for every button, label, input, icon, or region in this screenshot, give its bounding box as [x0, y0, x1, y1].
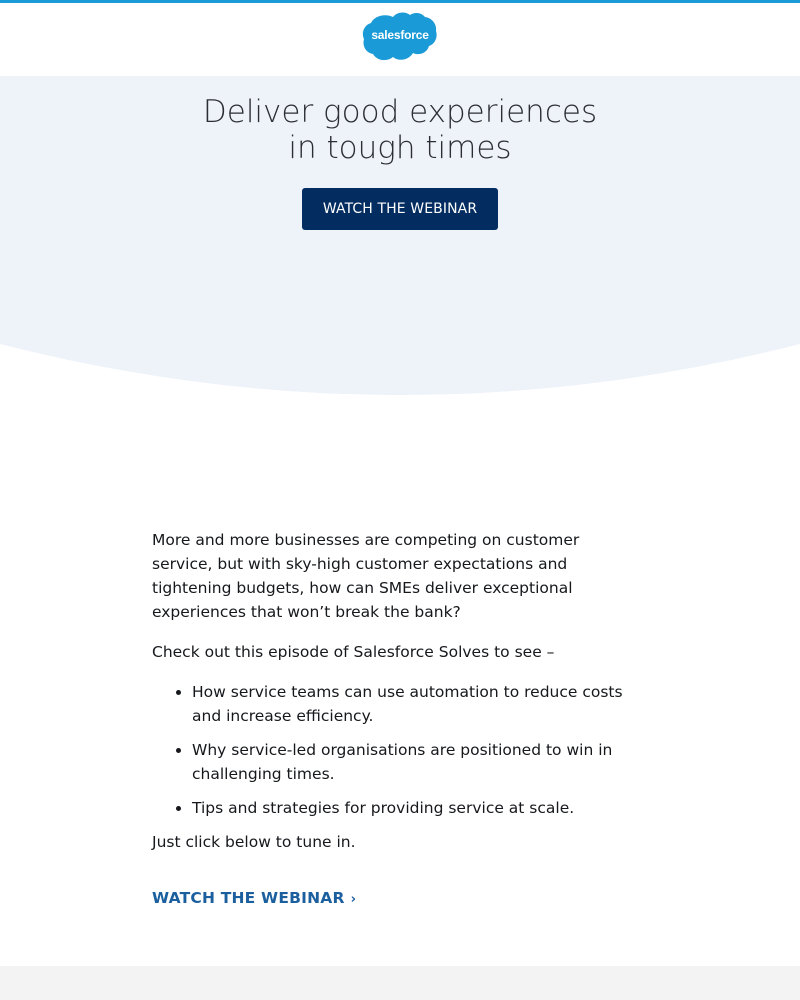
email-header — [0, 3, 800, 76]
benefits-list — [152, 680, 642, 820]
hero-title — [100, 94, 700, 166]
closing-paragraph: Just click below to tune in. — [152, 833, 356, 851]
hero-title-line-1: Deliver good experiences — [202, 94, 598, 130]
lead-in-paragraph: Check out this episode of Salesforce Solves to see – — [152, 643, 555, 661]
chevron-right-icon: › — [350, 892, 357, 907]
hero-title-line-2: in tough times — [288, 130, 512, 166]
body-content — [152, 528, 642, 912]
watch-webinar-link[interactable] — [152, 886, 356, 912]
salesforce-logo-text: salesforce — [371, 28, 429, 42]
list-item: • Tips and strategies for providing service at scale. — [192, 796, 642, 820]
watch-webinar-link-label: WATCH THE WEBINAR — [152, 889, 345, 907]
watch-webinar-button[interactable]: WATCH THE WEBINAR — [302, 188, 498, 230]
list-item: • How service teams can use automation to reduce costs and increase efficiency. — [192, 680, 642, 728]
intro-paragraph: More and more businesses are competing on customer service, but with sky-high customer expectations and tightening budgets, how can SMEs deliver exceptional experiences that won’t break the bank? — [152, 531, 580, 621]
hero-section — [0, 76, 800, 400]
list-item: • Why service-led organisations are positioned to win in challenging times. — [192, 738, 642, 786]
footer-band — [0, 966, 800, 1000]
